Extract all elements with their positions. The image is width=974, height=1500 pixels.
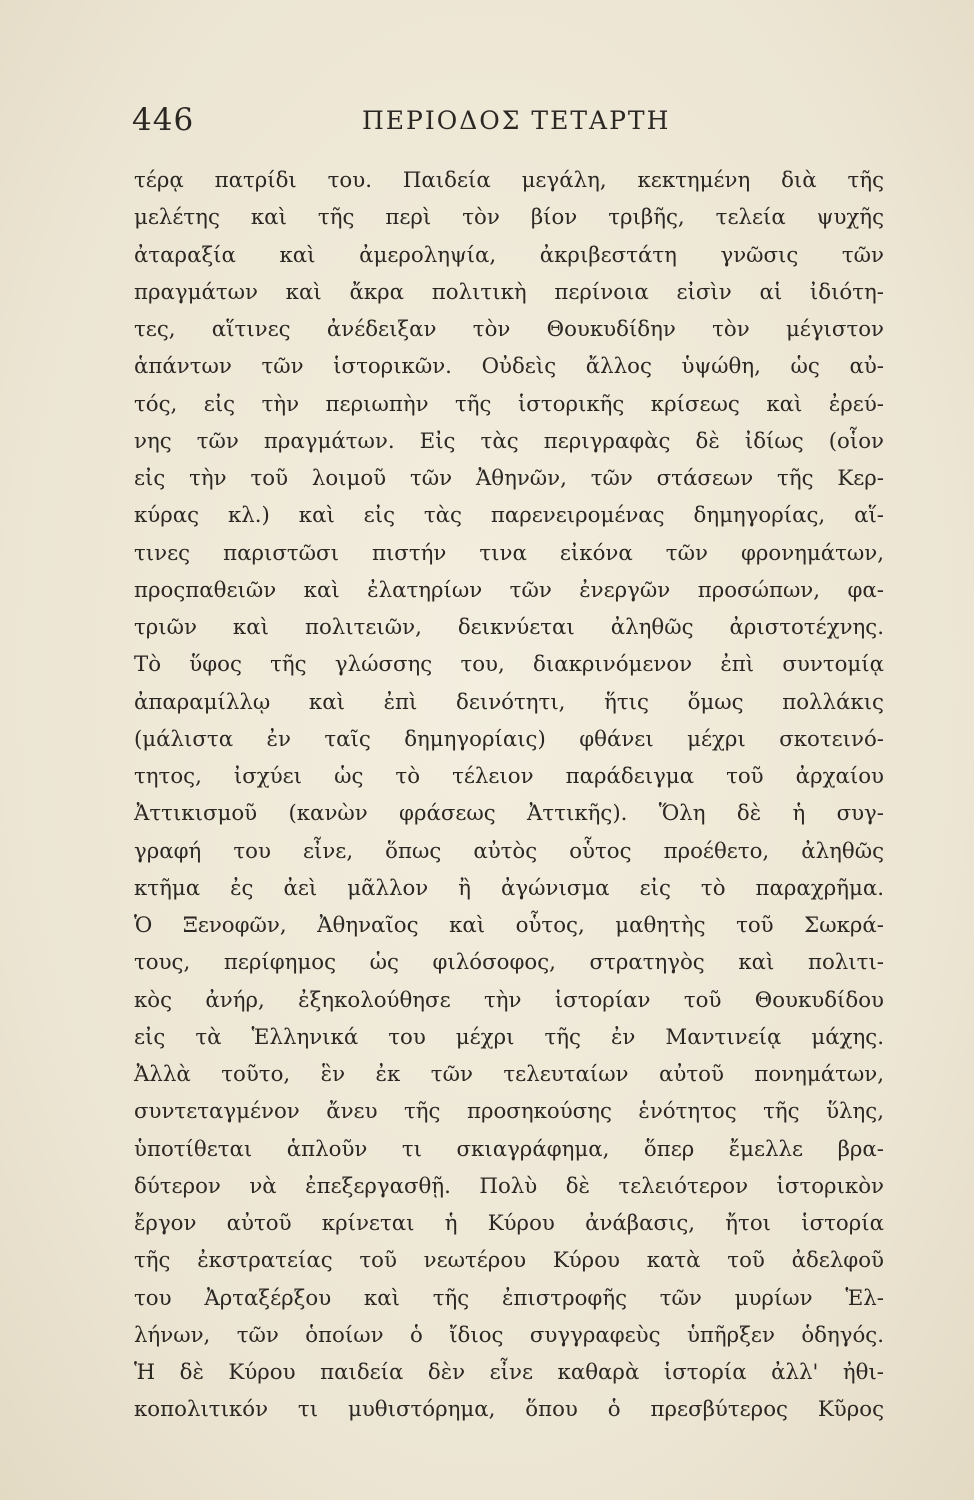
text-line: εἰς τὰ Ἑλληνικά του μέχρι τῆς ἐν Μαντινείᾳ μάχης. [134, 1024, 884, 1050]
text-line: τέρᾳ πατρίδι του. Παιδεία μεγάλη, κεκτημένη διὰ τῆς [134, 168, 884, 193]
text-line: τητος, ἰσχύει ὡς τὸ τέλειον παράδειγμα τοῦ ἀρχαίου [134, 764, 884, 789]
body-text [134, 162, 884, 1429]
text-line: Ἀλλὰ τοῦτο, ἓν ἐκ τῶν τελευταίων αὐτοῦ πονημάτων, [134, 1062, 884, 1087]
text-line: λήνων, τῶν ὁποίων ὁ ἴδιος συγγραφεὺς ὑπῆρξεν ὁδηγός. [134, 1322, 884, 1348]
text-line: πραγμάτων καὶ ἄκρα πολιτικὴ περίνοια εἰσὶν αἱ ἰδιότη- [134, 279, 884, 305]
text-line: τες, αἵτινες ἀνέδειξαν τὸν Θουκυδίδην τὸν μέγιστον [134, 317, 884, 342]
text-line: ἔργον αὐτοῦ κρίνεται ἡ Κύρου ἀνάβασις, ἤτοι ἱστορία [134, 1211, 884, 1236]
text-line: ἀπαραμίλλῳ καὶ ἐπὶ δεινότητι, ἥτις ὅμως πολλάκις [134, 689, 884, 715]
text-line: Ὁ Ξενοφῶν, Ἀθηναῖος καὶ οὗτος, μαθητὴς τοῦ Σωκρά- [134, 913, 884, 938]
text-line: κύρας κλ.) καὶ εἰς τὰς παρενειρομένας δημηγορίας, αἵ- [134, 503, 884, 529]
text-line: του Ἀρταξέρξου καὶ τῆς ἐπιστροφῆς τῶν μυρίων Ἑλ- [134, 1285, 884, 1311]
text-line: κὸς ἀνήρ, ἐξηκολούθησε τὴν ἱστορίαν τοῦ Θουκυδίδου [134, 987, 884, 1013]
running-title: ΠΕΡΙΟΔΟΣ ΤΕΤΑΡΤΗ [362, 106, 671, 135]
text-line: τους, περίφημος ὡς φιλόσοφος, στρατηγὸς καὶ πολιτι- [134, 950, 884, 976]
text-line: κτῆμα ἐς ἀεὶ μᾶλλον ἢ ἀγώνισμα εἰς τὸ παραχρῆμα. [134, 875, 884, 901]
text-line: Ἀττικισμοῦ (κανὼν φράσεως Ἀττικῆς). Ὅλη δὲ ἡ συγ- [134, 801, 884, 827]
text-line: τός, εἰς τὴν περιωπὴν τῆς ἱστορικῆς κρίσεως καὶ ἐρεύ- [134, 391, 884, 417]
text-line: προςπαθειῶν καὶ ἐλατηρίων τῶν ἐνεργῶν προσώπων, φα- [134, 577, 884, 603]
text-line: μελέτης καὶ τῆς περὶ τὸν βίον τριβῆς, τελεία ψυχῆς [134, 205, 884, 231]
text-line: ἀταραξία καὶ ἀμεροληψία, ἀκριβεστάτη γνῶσις τῶν [134, 242, 884, 268]
text-line: Ἡ δὲ Κύρου παιδεία δὲν εἶνε καθαρὰ ἱστορία ἀλλ' ἠθι- [134, 1360, 884, 1385]
text-line: γραφή του εἶνε, ὅπως αὐτὸς οὗτος προέθετο, ἀληθῶς [134, 838, 884, 864]
text-line: ὑποτίθεται ἁπλοῦν τι σκιαγράφημα, ὅπερ ἔμελλε βρα- [134, 1136, 884, 1162]
text-line: συντεταγμένον ἄνευ τῆς προσηκούσης ἑνότητος τῆς ὕλης, [134, 1099, 884, 1125]
text-line: τινες παριστῶσι πιστήν τινα εἰκόνα τῶν φρονημάτων, [134, 540, 884, 566]
text-line: τῆς ἐκστρατείας τοῦ νεωτέρου Κύρου κατὰ τοῦ ἀδελφοῦ [134, 1248, 884, 1274]
text-line: δύτερον νὰ ἐπεξεργασθῇ. Πολὺ δὲ τελειότερον ἱστορικὸν [134, 1173, 884, 1199]
text-line: ἁπάντων τῶν ἱστορικῶν. Οὐδεὶς ἄλλος ὑψώθη, ὡς αὐ- [134, 354, 884, 380]
text-line: (μάλιστα ἐν ταῖς δημηγορίαις) φθάνει μέχρι σκοτεινό- [134, 726, 884, 752]
text-line: εἰς τὴν τοῦ λοιμοῦ τῶν Ἀθηνῶν, τῶν στάσεων τῆς Κερ- [134, 466, 884, 491]
text-line: Τὸ ὕφος τῆς γλώσσης του, διακρινόμενον ἐπὶ συντομίᾳ [134, 652, 884, 678]
text-line: νης τῶν πραγμάτων. Εἰς τὰς περιγραφὰς δὲ ἰδίως (οἷον [134, 428, 884, 454]
text-line: τριῶν καὶ πολιτειῶν, δεικνύεται ἀληθῶς ἀριστοτέχνης. [134, 615, 884, 640]
page-header [132, 102, 884, 142]
page-number: 446 [132, 102, 195, 138]
text-line: κοπολιτικόν τι μυθιστόρημα, ὅπου ὁ πρεσβύτερος Κῦρος [134, 1397, 884, 1423]
